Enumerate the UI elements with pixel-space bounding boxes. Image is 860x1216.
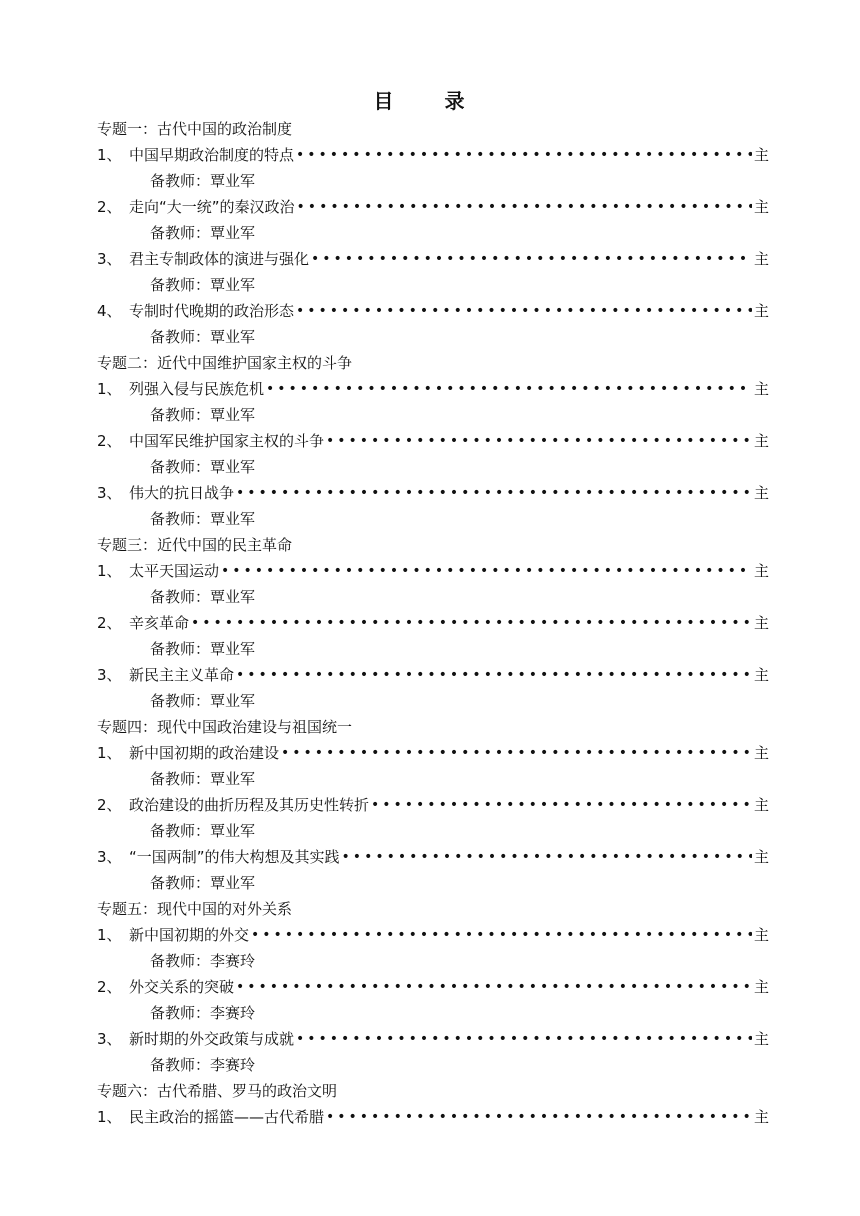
toc-entry-teacher: 备教师：覃业军: [150, 172, 256, 190]
toc-entry-title: 新时期的外交政策与成就: [129, 1030, 295, 1048]
toc-entry[interactable]: [97, 844, 769, 870]
toc-entry-page-ref: 主: [753, 926, 769, 944]
toc-entry-number: 1、: [97, 380, 122, 398]
toc-entry-number: 1、: [97, 926, 122, 944]
toc-entry[interactable]: [97, 142, 769, 168]
toc-entry-teacher: 备教师：覃业军: [150, 692, 256, 710]
toc-entry-page-ref: 主: [753, 614, 769, 632]
dot-leader: [266, 376, 752, 402]
toc-entry[interactable]: [97, 298, 769, 324]
toc-entry-page-ref: 主: [753, 1108, 769, 1126]
table-of-contents: [97, 116, 769, 1130]
toc-entry-title: “一国两制”的伟大构想及其实践: [129, 848, 340, 866]
dot-leader: [326, 1104, 752, 1130]
toc-entry-number: 3、: [97, 1030, 122, 1048]
toc-entry[interactable]: [97, 558, 769, 584]
toc-entry-page-ref: 主: [753, 146, 769, 164]
toc-entry-number: 2、: [97, 198, 122, 216]
toc-section-heading[interactable]: 专题四：现代中国政治建设与祖国统一: [97, 718, 353, 736]
toc-entry-number: 3、: [97, 848, 122, 866]
toc-entry-page-ref: 主: [753, 848, 769, 866]
toc-entry-title: 中国早期政治制度的特点: [129, 146, 295, 164]
dot-leader: [281, 740, 752, 766]
toc-entry[interactable]: [97, 792, 769, 818]
toc-entry[interactable]: [97, 662, 769, 688]
toc-section-heading[interactable]: 专题五：现代中国的对外关系: [97, 900, 293, 918]
toc-entry-teacher: 备教师：覃业军: [150, 640, 256, 658]
toc-entry-teacher: 备教师：覃业军: [150, 458, 256, 476]
toc-entry-number: 3、: [97, 250, 122, 268]
toc-entry-page-ref: 主: [753, 562, 769, 580]
toc-entry-number: 2、: [97, 978, 122, 996]
toc-entry[interactable]: [97, 922, 769, 948]
toc-section-heading[interactable]: 专题二：近代中国维护国家主权的斗争: [97, 354, 353, 372]
toc-entry-number: 2、: [97, 796, 122, 814]
toc-entry-number: 3、: [97, 484, 122, 502]
toc-entry-teacher: 备教师：覃业军: [150, 510, 256, 528]
toc-entry-title: 太平天国运动: [129, 562, 220, 580]
toc-entry-page-ref: 主: [753, 978, 769, 996]
dot-leader: [296, 1026, 752, 1052]
toc-entry[interactable]: [97, 194, 769, 220]
toc-entry[interactable]: [97, 428, 769, 454]
toc-entry-teacher: 备教师：覃业军: [150, 328, 256, 346]
toc-entry[interactable]: [97, 1026, 769, 1052]
toc-entry-title: 辛亥革命: [129, 614, 190, 632]
toc-entry-title: 新民主主义革命: [129, 666, 235, 684]
toc-entry-teacher: 备教师：李赛玲: [150, 952, 256, 970]
toc-entry-title: 君主专制政体的演进与强化: [129, 250, 310, 268]
toc-section-heading[interactable]: 专题三：近代中国的民主革命: [97, 536, 293, 554]
toc-entry-title: 新中国初期的政治建设: [129, 744, 280, 762]
toc-entry-page-ref: 主: [753, 302, 769, 320]
toc-entry-page-ref: 主: [753, 198, 769, 216]
toc-entry-teacher: 备教师：覃业军: [150, 224, 256, 242]
dot-leader: [236, 662, 752, 688]
toc-entry-teacher: 备教师：覃业军: [150, 406, 256, 424]
toc-entry-teacher: 备教师：覃业军: [150, 770, 256, 788]
toc-entry-number: 3、: [97, 666, 122, 684]
toc-entry-number: 1、: [97, 146, 122, 164]
toc-entry-teacher: 备教师：覃业军: [150, 588, 256, 606]
page-title: 目 录: [373, 89, 487, 113]
toc-entry-teacher: 备教师：李赛玲: [150, 1056, 256, 1074]
toc-entry-title: 伟大的抗日战争: [129, 484, 235, 502]
toc-entry-title: 政治建设的曲折历程及其历史性转折: [129, 796, 370, 814]
toc-entry-title: 中国军民维护国家主权的斗争: [129, 432, 325, 450]
dot-leader: [297, 194, 752, 220]
toc-section-heading[interactable]: 专题六：古代希腊、罗马的政治文明: [97, 1082, 338, 1100]
toc-entry-number: 2、: [97, 614, 122, 632]
toc-entry-page-ref: 主: [753, 1030, 769, 1048]
dot-leader: [311, 246, 752, 272]
toc-entry-page-ref: 主: [753, 380, 769, 398]
toc-entry-page-ref: 主: [753, 432, 769, 450]
toc-entry-teacher: 备教师：李赛玲: [150, 1004, 256, 1022]
toc-entry-page-ref: 主: [753, 744, 769, 762]
toc-entry[interactable]: [97, 480, 769, 506]
toc-entry-title: 走向“大一统”的秦汉政治: [129, 198, 295, 216]
toc-entry-title: 民主政治的摇篮——古代希腊: [129, 1108, 325, 1126]
toc-entry[interactable]: [97, 1104, 769, 1130]
toc-entry-title: 新中国初期的外交: [129, 926, 250, 944]
toc-entry-teacher: 备教师：覃业军: [150, 822, 256, 840]
toc-entry-number: 1、: [97, 562, 122, 580]
toc-entry[interactable]: [97, 246, 769, 272]
dot-leader: [221, 558, 752, 584]
toc-entry[interactable]: [97, 974, 769, 1000]
dot-leader: [296, 142, 752, 168]
toc-section-heading[interactable]: 专题一：古代中国的政治制度: [97, 120, 293, 138]
toc-entry-page-ref: 主: [753, 666, 769, 684]
dot-leader: [236, 974, 752, 1000]
toc-entry-title: 外交关系的突破: [129, 978, 235, 996]
dot-leader: [191, 610, 752, 636]
toc-entry-page-ref: 主: [753, 796, 769, 814]
dot-leader: [326, 428, 752, 454]
toc-entry-title: 列强入侵与民族危机: [129, 380, 265, 398]
toc-entry-title: 专制时代晚期的政治形态: [129, 302, 295, 320]
dot-leader: [296, 298, 752, 324]
toc-entry-number: 1、: [97, 1108, 122, 1126]
toc-entry[interactable]: [97, 376, 769, 402]
toc-entry-teacher: 备教师：覃业军: [150, 874, 256, 892]
dot-leader: [342, 844, 752, 870]
toc-entry[interactable]: [97, 740, 769, 766]
toc-entry-page-ref: 主: [753, 250, 769, 268]
toc-entry-number: 1、: [97, 744, 122, 762]
toc-entry-number: 4、: [97, 302, 122, 320]
toc-entry-teacher: 备教师：覃业军: [150, 276, 256, 294]
toc-entry-page-ref: 主: [753, 484, 769, 502]
dot-leader: [371, 792, 752, 818]
dot-leader: [251, 922, 752, 948]
dot-leader: [236, 480, 752, 506]
toc-entry-number: 2、: [97, 432, 122, 450]
toc-entry[interactable]: [97, 610, 769, 636]
